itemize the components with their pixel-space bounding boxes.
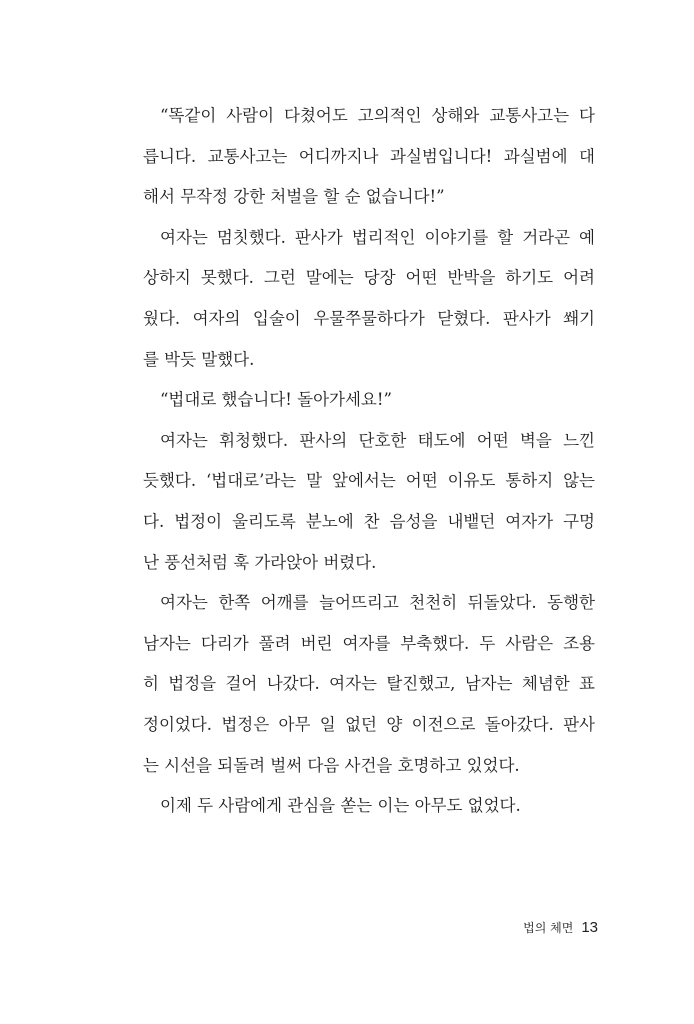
text-line: 웠다. 여자의 입술이 우물쭈물하다가 닫혔다. 판사가 쐐기 (143, 308, 595, 328)
text-line: 남자는 다리가 풀려 버린 여자를 부축했다. 두 사람은 조용 (143, 633, 595, 653)
text-line: 듯했다. ‘법대로’라는 말 앞에서는 어떤 이유도 통하지 않는 (143, 471, 595, 491)
text-line: 상하지 못했다. 그런 말에는 당장 어떤 반박을 하기도 어려 (143, 268, 595, 288)
page-footer (523, 919, 598, 943)
text-line: 다. 법정이 울리도록 분노에 찬 음성을 내뱉던 여자가 구멍 (143, 511, 595, 531)
text-line: 를 박듯 말했다. (143, 349, 255, 369)
page-number: 13 (581, 919, 598, 936)
text-line: 여자는 한쪽 어깨를 늘어뜨리고 천천히 뒤돌았다. 동행한 (160, 593, 595, 613)
text-line: “똑같이 사람이 다쳤어도 고의적인 상해와 교통사고는 다 (160, 106, 595, 125)
text-line: 는 시선을 되돌려 벌써 다음 사건을 호명하고 있었다. (143, 755, 520, 775)
text-line: 해서 무작정 강한 처벌을 할 순 없습니다!” (143, 187, 445, 207)
text-line: 여자는 멈칫했다. 판사가 법리적인 이야기를 할 거라곤 예 (160, 227, 595, 247)
text-line: “법대로 했습니다! 돌아가세요!” (160, 390, 392, 410)
body-text (143, 96, 595, 827)
text-line: 난 풍선처럼 훅 가라앉아 버렸다. (143, 552, 377, 572)
text-line: 릅니다. 교통사고는 어디까지나 과실범입니다! 과실범에 대 (143, 146, 595, 166)
text-line: 정이었다. 법정은 아무 일 없던 양 이전으로 돌아갔다. 판사 (143, 714, 595, 734)
text-line: 이제 두 사람에게 관심을 쏟는 이는 아무도 없었다. (160, 796, 521, 816)
text-line: 히 법정을 걸어 나갔다. 여자는 탈진했고, 남자는 체념한 표 (143, 674, 595, 694)
text-line: 여자는 휘청했다. 판사의 단호한 태도에 어떤 벽을 느낀 (160, 430, 595, 450)
running-title: 법의 체면 (523, 921, 574, 935)
